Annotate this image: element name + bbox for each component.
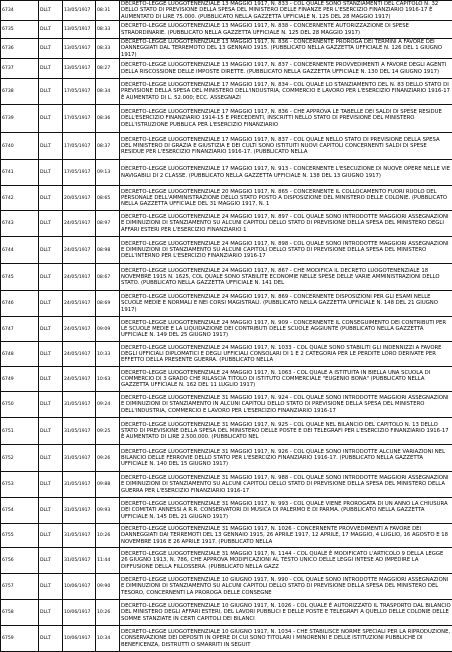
row-decree-text: DECRETO-LEGGE LUOGOTENENZIALE 31 MAGGIO 1917, N. 1026 - CONCERNENTE PROVVEDIMENTI A FAVORE DEI DANNEGGIATI DAI TERREMOTI DEL 13 GENNAIO 1915, 26 APRILE 1917, 12 APRILE, 17 MAGGIO, 4 LUGLIO, 16 AGOSTO E 18 NOVEMBRE 1916 E 26 APRILE 1917. (PUBBLICATO NELLA: [120, 524, 452, 548]
decree-row: [1, 626, 452, 652]
row-decree-text: DECRETO-LEGGE LUOGOTENENZIALE 31 MAGGIO 1917, N. 925 - COL QUALE NEL BILANCIO DEL CAPITOLO N. 13 DELLO STATO DI PREVISIONE DELLA SPESA DEL MINISTERO DELLE POSTE E DEI TELEGRAFI PER L'ESERCIZIO FINANZIARIO 1916-17 È AUMENTATO DI LIRE 2.500.000. (PUBBLICATO NEL: [120, 418, 452, 445]
row-decree-text: DECRETO-LEGGE LUOGOTENENZIALE 10 GIUGNO 1917, N. 990 - COL QUALE SONO INTRODOTTE MAGGIORI ASSEGNAZIONI E DIMINUZIONI DI STANZIAMENTO SU ALCUNI CAPITOLI DELLO STATO DI PREVISIONE DELLA SPESA DEL MINISTERO DEL TESORO, CONCERNENTI LA PROROGA DELLE CONSEGNE: [120, 574, 452, 600]
row-date: 31/05/1917: [63, 418, 96, 445]
row-date: 31/05/1917: [63, 472, 96, 498]
row-date: 13/05/1917: [63, 21, 96, 39]
row-date: 13/05/1917: [63, 59, 96, 79]
row-decree-text: DECRETO-LEGGE LUOGOTENENZIALE 17 MAGGIO 1917, N. 837 - COL QUALE NELLO STATO DI PREVISIONE DELLA SPESA DEL MINISTERO DI GRAZIA E GIUSTIZIA E DEI CULTI SONO ISTITUITI NUOVI CAPITOLI CONCERNENTI SALDI DI SPESE RESIDUE PER L'ESERCIZIO FINANZIARIO 1916-17. (PUBBLICATO NELLA: [120, 133, 452, 160]
row-decree-text: DECRETO-LEGGE LUOGOTENENZIALE 31 MAGGIO 1917, N. 1144 - COL QUALE È MODIFICATO L'ARTICOLO 9 DELLA LEGGE 26 GIUGNO 1913, N. 786, CHE APPROVA MODIFICAZIONI AL TESTO UNICO DELLE LEGGI INTESE AD IMPEDIRE LA DIFFUSIONE DELLA FILLOSSERA. (PUBBLICATO NELLA GAZZ: [120, 548, 452, 574]
row-date: 31/05/1917: [63, 498, 96, 524]
row-code: 09:93: [96, 498, 120, 524]
row-act-type: DLLT: [39, 600, 63, 626]
row-code: 08:97: [96, 211, 120, 237]
row-date: 24/05/1917: [63, 367, 96, 392]
row-decree-text: DECRETO-LEGGE LUOGOTENENZIALE 13 MAGGIO 1917, N. 838 - CONCERNENTE AUTORIZZAZIONE DI SPESE STRAORDINARIE. (PUBBLICATO NELLA GAZZETTA UFFICIALE N. 125 DEL 28 MAGGIO 1917): [120, 21, 452, 39]
decree-row: [1, 445, 452, 472]
row-act-type: DLLT: [39, 133, 63, 160]
row-code: 08:36: [96, 105, 120, 133]
row-number: 6735: [1, 21, 39, 39]
row-decree-text: DECRETO-LEGGE LUOGOTENENZIALE 10 GIUGNO 1917, N. 1034 - CHE STABILISCE NORME SPECIALI PER LA RIPRODUZIONE, CONSERVAZIONE DEI DEPOSITI IN OPERE DI CUI SONO TITOLARI I MINORENNI E DELLE ISTITUZIONI PUBBLICHE DI BENEFICENZA, DISTRUTTI O SMARRITI IN SEGUIT: [120, 626, 452, 652]
row-code: 08:33: [96, 39, 120, 59]
decree-row: [1, 392, 452, 418]
row-date: 10/06/1917: [63, 626, 96, 652]
row-number: 6744: [1, 237, 39, 264]
decree-row: [1, 291, 452, 317]
decree-row: [1, 524, 452, 548]
decree-row: [1, 498, 452, 524]
register-body: [1, 1, 452, 652]
row-decree-text: DECRETO-LEGGE LUOGOTENENZIALE 17 MAGGIO 1917, N. 913 - CONCERNENTE L'ESECUZIONE DI NUOVE OPERE NELLE VIE NAVIGABILI DI 2 CLASSE. (PUBBLICATO NELLA GAZZETTA UFFICIALE N. 138 DEL 13 GIUGNO 1917): [120, 160, 452, 186]
row-code: 08:69: [96, 291, 120, 317]
row-code: 09:13: [96, 160, 120, 186]
row-code: 10:33: [96, 342, 120, 367]
row-date: 24/05/1917: [63, 342, 96, 367]
row-decree-text: DECRETO-LEGGE LUOGOTENENZIALE 31 MAGGIO 1917, N. 926 - COL QUALE SONO INTRODOTTE ALCUNE VARIAZIONI NEL BILANCIO DELLE FERROVIE DELLO STATO PER L'ESERCIZIO FINANZIARIO 1916-17. (PUBBLICATO NELLA GAZZETTA UFFICIALE N. 140 DEL 15 GIUGNO 1917): [120, 445, 452, 472]
decree-row: [1, 133, 452, 160]
row-act-type: DLLT: [39, 186, 63, 211]
row-decree-text: DECRETO-LEGGE LUOGOTENENZIALE 24 MAGGIO 1917, N. 897 - COL QUALE SONO INTRODOTTE MAGGIORI ASSEGNAZIONI E DIMINUZIONI DI STANZIAMENTO SU ALCUNI CAPITOLI DELLO STATO DI PREVISIONE DELLA SPESA DEL MINISTERO DEGLI AFFARI ESTERI PER L'ESERCIZIO FINANZIARIO 1: [120, 211, 452, 237]
decree-row: [1, 79, 452, 105]
decree-row: [1, 237, 452, 264]
row-code: 09:25: [96, 418, 120, 445]
row-act-type: DLLT: [39, 59, 63, 79]
row-decree-text: DECRETO-LEGGE LUOGOTENENZIALE 17 MAGGIO 1917, N. 834 - COL QUALE LO STANZIAMENTO DEL N. 83 DELLO STATO DI PREVISIONE DELLA SPESA DEL MINISTERO DELL'INDUSTRIA, COMMERCIO E LAVORO PER L'ESERCIZIO FINANZIARIO 1916-17 È AUMENTATO DI L. 52.000; ECC. ASSEGNAZI: [120, 79, 452, 105]
row-date: 17/05/1917: [63, 79, 96, 105]
row-number: 6754: [1, 498, 39, 524]
row-code: 08:37: [96, 133, 120, 160]
row-code: 09:26: [96, 445, 120, 472]
row-number: 6734: [1, 1, 39, 21]
row-code: 08:33: [96, 21, 120, 39]
row-date: 31/05/1917: [63, 392, 96, 418]
row-date: 13/05/1917: [63, 39, 96, 59]
row-act-type: DLLT: [39, 445, 63, 472]
row-code: 09:90: [96, 574, 120, 600]
row-decree-text: DECRETO-LEGGE LUOGOTENENZIALE 24 MAGGIO 1917, N. 867 - CHE MODIFICA IL DECRETO LUOGOTENENZIALE 18 NOVEMBRE 1915 N. 1625, COL QUALE SONO STABILITE ECONOMIE NELLE SPESE DELLE VARIE AMMINISTRAZIONI DELLO STATO. (PUBBLICATO NELLA GAZZETTA UFFICIALE N. 141 DEL: [120, 264, 452, 291]
row-number: 6753: [1, 472, 39, 498]
row-date: 24/05/1917: [63, 317, 96, 342]
row-number: 6736: [1, 39, 39, 59]
row-code: 08:67: [96, 264, 120, 291]
row-number: 6745: [1, 264, 39, 291]
row-number: 6746: [1, 291, 39, 317]
row-date: 10/06/1917: [63, 600, 96, 626]
row-decree-text: DECRETO-LEGGE LUOGOTENENZIALE 13 MAGGIO 1917, N. 836 - CONCERNENTE PROROGA DEI TERMINI A FAVORE DEI DANNEGGIATI DAL TERREMOTO DEL 13 GENNAIO 1915. (PUBBLICATO NELLA GAZZETTA UFFICIALE N. 126 DEL 1 GIUGNO 1917): [120, 39, 452, 59]
row-date: 31/05/1917: [63, 445, 96, 472]
decree-row: [1, 160, 452, 186]
row-code: 09:88: [96, 472, 120, 498]
row-act-type: DLLT: [39, 626, 63, 652]
decree-row: [1, 472, 452, 498]
row-number: 6757: [1, 574, 39, 600]
row-date: 31/05/1917: [63, 524, 96, 548]
decree-row: [1, 59, 452, 79]
row-date: 17/05/1917: [63, 105, 96, 133]
row-date: 24/05/1917: [63, 211, 96, 237]
row-decree-text: DECRETO-LEGGE LUOGOTENENZIALE 24 MAGGIO 1917, N. 1063 - COL QUALE A ISTITUITA IN BIELLA UNA SCUOLA DI COMMERCIO DI 3 GRADO CHE RILASCIA TITOLO DI ISTITUTO COMMERCIALE "EUGENIO BONA" (PUBBLICATO NELLA GAZZETTA UFFICIALE N. 162 DEL 11 LUGLIO 1917): [120, 367, 452, 392]
row-number: 6749: [1, 367, 39, 392]
row-act-type: DLLT: [39, 317, 63, 342]
row-code: 10:26: [96, 524, 120, 548]
row-code: 10:63: [96, 367, 120, 392]
row-decree-text: DECRETO-LEGGE LUOGOTENENZIALE 13 MAGGIO 1917, N. 833 - COL QUALE SONO STANZIAMENTI DEL CAPITOLO N. 32 DELLO STATO DI PREVISIONE DELLA SPESA DEL MINISTERO DELLE FINANZE PER L'ESERCIZIO FINANZIARIO 1916-17 È AUMENTATO DI LIRE 75.000. (PUBBLICATO NELLA GAZZETTA UFFICIALE N. 125 DEL 28 MAGGIO 1917): [120, 1, 452, 21]
row-date: 24/05/1917: [63, 291, 96, 317]
row-act-type: DLLT: [39, 524, 63, 548]
decree-row: [1, 600, 452, 626]
row-number: 6758: [1, 600, 39, 626]
row-number: 6750: [1, 392, 39, 418]
row-act-type: DLLT: [39, 367, 63, 392]
row-decree-text: DECRETO-LEGGE LUOGOTENENZIALE 31 MAGGIO 1917, N. 924 - COL QUALE SONO INTRODOTTE MAGGIORI ASSEGNAZIONI E DIMINUZIONI DI STANZIAMENTO IN ALCUNI CAPITOLI DELLO STATO DI PREVISIONE DELLA SPESA DEL MINISTERO DELL'INDUSTRIA, COMMERCIO E LAVORO PER L'ESERCIZIO FINANZIARIO 1916-17: [120, 392, 452, 418]
row-decree-text: DECRETO-LEGGE LUOGOTENENZIALE 31 MAGGIO 1917, N. 988 - COL QUALE SONO INTRODOTTE MAGGIORI ASSEGNAZIONI E DIMINUZIONI DI STANZIAMENTO SU ALCUNI CAPITOLI DELLO STATO DI PREVISIONE DELLA SPESA DEL MINISTERO DELLA GUERRA PER L'ESERCIZIO FINANZIARIO 1916-17: [120, 472, 452, 498]
row-act-type: DLLT: [39, 342, 63, 367]
row-number: 6748: [1, 342, 39, 367]
row-code: 08:98: [96, 237, 120, 264]
decree-row: [1, 574, 452, 600]
decree-row: [1, 211, 452, 237]
row-act-type: DLLT: [39, 392, 63, 418]
row-decree-text: DECRETO-LEGGE LUOGOTENENZIALE 17 MAGGIO 1917, N. 836 - CHE APPROVA LE TABELLE DEI SALDI DI SPESE RESIDUE DELL'ESERCIZIO FINANZIARIO 1914-15 E PRECEDENTI, INSCRITTI NELLO STATO DI PREVISIONE DEL MINISTERO DELL'ISTRUZIONE PUBBLICA PER L'ESERCIZIO FINANZIARIO: [120, 105, 452, 133]
row-number: 6755: [1, 524, 39, 548]
row-date: 24/05/1917: [63, 264, 96, 291]
row-date: 31/05/1917: [63, 548, 96, 574]
row-act-type: DLLT: [39, 472, 63, 498]
row-code: 10:34: [96, 626, 120, 652]
row-code: 08:27: [96, 59, 120, 79]
row-code: 09:09: [96, 317, 120, 342]
row-code: 08:31: [96, 1, 120, 21]
row-date: 24/05/1917: [63, 237, 96, 264]
row-act-type: DLLT: [39, 237, 63, 264]
row-decree-text: DECRETO-LEGGE LUOGOTENENZIALE 13 MAGGIO 1917, N. 837 - CONCERNENTE PROVVEDIMENTI A FAVORE DEGLI AGENTI DELLA RISCOSSIONE DELLE IMPOSTE DIRETTE. (PUBBLICATO NELLA GAZZETTA UFFICIALE N. 130 DEL 14 GIUGNO 1917): [120, 59, 452, 79]
row-number: 6743: [1, 211, 39, 237]
row-date: 17/05/1917: [63, 133, 96, 160]
row-act-type: DLLT: [39, 1, 63, 21]
row-decree-text: DECRETO-LEGGE LUOGOTENENZIALE 31 MAGGIO 1917, N. 993 - COL QUALE VIENE PROROGATA DI UN ANNO LA CHIUSURA DEI COMITATI ANNESSI A R.R. CONSERVATORI DI MUSICA DI PALERMO E DI PARMA. (PUBBLICATO NELLA GAZZETTA UFFICIALE N. 145 DEL 21 GIUGNO 1917): [120, 498, 452, 524]
row-act-type: DLLT: [39, 498, 63, 524]
row-code: 08:65: [96, 186, 120, 211]
row-act-type: DLLT: [39, 21, 63, 39]
row-act-type: DLLT: [39, 79, 63, 105]
row-number: 6737: [1, 59, 39, 79]
row-date: 17/05/1917: [63, 160, 96, 186]
row-decree-text: DECRETO-LEGGE LUOGOTENENZIALE 24 MAGGIO 1917, N. 909 - CONCERNENTE IL CONSEGUIMENTO DEI CONTRIBUTI PER LE SCUOLE MEDIE E LA LIQUIDAZIONE DEI CONTRIBUTI DELLE SCUOLE AGGIUNTE (PUBBLICATO NELLA GAZZETTA UFFICIALE N. 149 DEL 25 GIUGNO 1917): [120, 317, 452, 342]
row-decree-text: DECRETO-LEGGE LUOGOTENENZIALE 20 MAGGIO 1917, N. 865 - CONCERNENTE IL COLLOCAMENTO FUORI RUOLO DEL PERSONALE DELL'AMMINISTRAZIONE DELLO STATO POSTO A DISPOSIZIONE DEL MINISTERO DELLE COLONIE. (PUBBLICATO NELLA GAZZETTA UFFICIALE DEL 31 MAGGIO 1917, N. 1: [120, 186, 452, 211]
decree-row: [1, 367, 452, 392]
row-code: 10:26: [96, 600, 120, 626]
decree-row: [1, 39, 452, 59]
row-code: 11:44: [96, 548, 120, 574]
row-number: 6739: [1, 105, 39, 133]
row-act-type: DLLT: [39, 39, 63, 59]
row-number: 6756: [1, 548, 39, 574]
row-act-type: DLLT: [39, 264, 63, 291]
decree-row: [1, 1, 452, 21]
row-act-type: DLLT: [39, 548, 63, 574]
decree-row: [1, 317, 452, 342]
row-number: 6741: [1, 160, 39, 186]
decree-row: [1, 105, 452, 133]
row-act-type: DLLT: [39, 211, 63, 237]
row-number: 6740: [1, 133, 39, 160]
row-number: 6759: [1, 626, 39, 652]
row-decree-text: DECRETO-LEGGE LUOGOTENENZIALE 24 MAGGIO 1917, N. 1033 - COL QUALE SONO STABILITI GLI INDENNIZZI A FAVORE DEGLI UFFICIALI DIPLOMATICI E DEGLI UFFICIALI CONSOLARI DI 1 E 2 CATEGORIA PER LE PERDITE LORO DERIVATE PER EFFETTO DELLA PRESENTE GUERRA. (PUBBLICATO NELLA: [120, 342, 452, 367]
row-act-type: DLLT: [39, 574, 63, 600]
decree-row: [1, 186, 452, 211]
decree-row: [1, 548, 452, 574]
row-code: 09:24: [96, 392, 120, 418]
row-decree-text: DECRETO-LEGGE LUOGOTENENZIALE 24 MAGGIO 1917, N. 898 - COL QUALE SONO INTRODOTTE MAGGIORI ASSEGNAZIONI E DIMINUZIONI DI STANZIAMENTO SU ALCUNI CAPITOLI DELLO STATO DI PREVISIONE DELLA SPESA DEL MINISTERO DELL'INTERNO PER L'ESERCIZIO FINANZIARIO 1916-17: [120, 237, 452, 264]
decree-row: [1, 342, 452, 367]
row-act-type: DLLT: [39, 418, 63, 445]
row-decree-text: DECRETO-LEGGE LUOGOTENENZIALE 10 GIUGNO 1917, N. 1026 - COL QUALE È AUTORIZZATO IL TRASPORTO DAL BILANCIO DEL MINISTERO DEGLI AFFARI ESTERI, DEL LAVORI PUBBLICI E DELLE POSTE E TELEGRAFI A QUELLO DELLE COLONIE DELLE SOMME STANZIATE IN CERTI CAPITOLI DEI BILANCI: [120, 600, 452, 626]
decree-row: [1, 264, 452, 291]
row-number: 6738: [1, 79, 39, 105]
row-number: 6742: [1, 186, 39, 211]
decree-row: [1, 21, 452, 39]
row-act-type: DLLT: [39, 160, 63, 186]
row-number: 6752: [1, 445, 39, 472]
row-act-type: DLLT: [39, 291, 63, 317]
row-code: 08:34: [96, 79, 120, 105]
row-number: 6747: [1, 317, 39, 342]
decree-row: [1, 418, 452, 445]
row-number: 6751: [1, 418, 39, 445]
row-act-type: DLLT: [39, 105, 63, 133]
row-date: 10/06/1917: [63, 574, 96, 600]
row-date: 20/05/1917: [63, 186, 96, 211]
row-decree-text: DECRETO-LEGGE LUOGOTENENZIALE 24 MAGGIO 1917, N. 869 - CONCERNENTE DISPOSIZIONI PER GLI ESAMI NELLE SCUOLE MEDIE E NORMALI E NEI CORSI MAGISTRALI. (PUBBLICATO NELLA GAZZETTA UFFICIALE N. 148 DEL 21 GIUGNO 1917): [120, 291, 452, 317]
row-date: 13/05/1917: [63, 1, 96, 21]
